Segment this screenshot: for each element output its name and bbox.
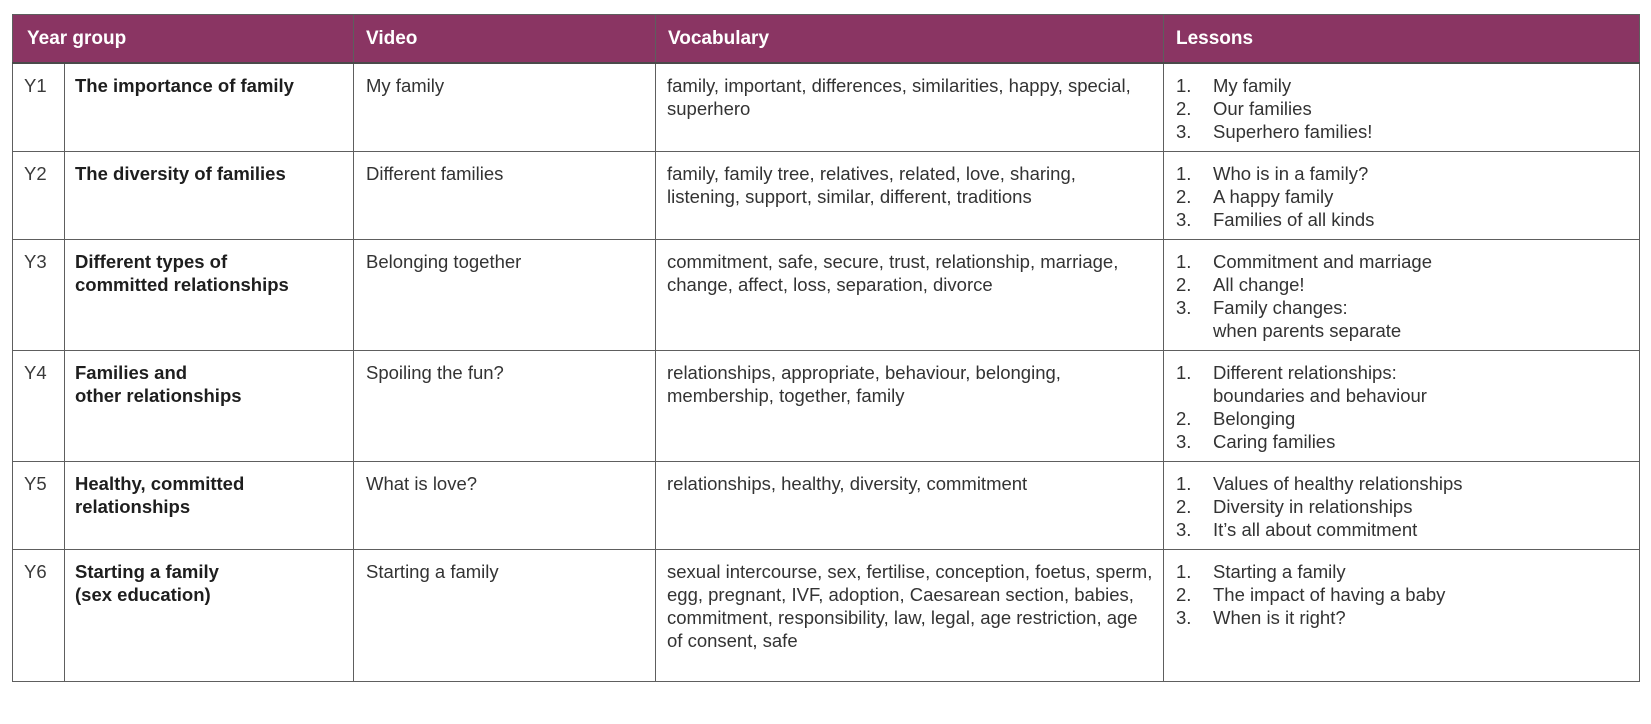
lesson-number: 1. — [1176, 362, 1192, 383]
video-cell: Starting a family — [354, 550, 656, 682]
lesson-number: 1. — [1176, 251, 1192, 272]
lesson-item — [1176, 250, 1629, 273]
table-row — [13, 351, 1640, 462]
lesson-number: 2. — [1176, 274, 1192, 295]
topic-line: Starting a family — [75, 561, 219, 582]
lesson-title — [1213, 250, 1629, 273]
table-body — [13, 63, 1640, 682]
lesson-number: 1. — [1176, 163, 1192, 184]
lesson-number: 2. — [1176, 584, 1192, 605]
lesson-item — [1176, 296, 1629, 342]
lesson-item — [1176, 430, 1629, 453]
vocabulary-cell: relationships, healthy, diversity, commitment — [656, 462, 1164, 550]
video-cell: Spoiling the fun? — [354, 351, 656, 462]
lesson-title — [1213, 560, 1629, 583]
lesson-title — [1213, 472, 1629, 495]
vocabulary-cell: relationships, appropriate, behaviour, belonging, membership, together, family — [656, 351, 1164, 462]
lesson-item — [1176, 273, 1629, 296]
lesson-number: 3. — [1176, 121, 1192, 142]
lesson-title-line: when parents separate — [1213, 320, 1402, 341]
header-year-group: Year group — [13, 15, 354, 64]
lesson-title — [1213, 518, 1629, 541]
lesson-number: 2. — [1176, 496, 1192, 517]
lesson-item — [1176, 97, 1629, 120]
lesson-title — [1213, 120, 1629, 143]
lesson-title — [1213, 296, 1629, 342]
curriculum-table-container — [12, 14, 1639, 682]
header-lessons: Lessons — [1164, 15, 1640, 64]
year-cell: Y5 — [13, 462, 65, 550]
lesson-item — [1176, 185, 1629, 208]
topic-cell — [65, 550, 354, 682]
lesson-item — [1176, 560, 1629, 583]
topic-cell — [65, 63, 354, 152]
table-header — [13, 15, 1640, 64]
lessons-cell — [1164, 351, 1640, 462]
lesson-list — [1176, 250, 1629, 342]
lesson-list — [1176, 472, 1629, 541]
lesson-title — [1213, 407, 1629, 430]
lesson-title-line: Diversity in relationships — [1213, 496, 1413, 517]
lesson-number: 3. — [1176, 431, 1192, 452]
lesson-title — [1213, 430, 1629, 453]
lesson-title — [1213, 74, 1629, 97]
lesson-title-line: Different relationships: — [1213, 362, 1397, 383]
lesson-title-line: The impact of having a baby — [1213, 584, 1446, 605]
video-cell: My family — [354, 63, 656, 152]
lesson-number: 2. — [1176, 186, 1192, 207]
lesson-title-line: All change! — [1213, 274, 1305, 295]
year-cell: Y1 — [13, 63, 65, 152]
lesson-title — [1213, 606, 1629, 629]
video-cell: Belonging together — [354, 240, 656, 351]
topic-cell — [65, 152, 354, 240]
lesson-number: 1. — [1176, 473, 1192, 494]
lesson-number: 2. — [1176, 408, 1192, 429]
lesson-title — [1213, 583, 1629, 606]
curriculum-table — [12, 14, 1640, 682]
topic-line: (sex education) — [75, 584, 211, 605]
table-row — [13, 550, 1640, 682]
year-cell: Y6 — [13, 550, 65, 682]
lesson-number: 3. — [1176, 297, 1192, 318]
year-cell: Y3 — [13, 240, 65, 351]
lesson-number: 2. — [1176, 98, 1192, 119]
lesson-title-line: Belonging — [1213, 408, 1296, 429]
lessons-cell — [1164, 240, 1640, 351]
lesson-item — [1176, 162, 1629, 185]
lesson-item — [1176, 606, 1629, 629]
topic-line: relationships — [75, 496, 191, 517]
lesson-item — [1176, 583, 1629, 606]
video-cell: What is love? — [354, 462, 656, 550]
lesson-title-line: boundaries and behaviour — [1213, 385, 1427, 406]
lessons-cell — [1164, 152, 1640, 240]
lesson-title-line: Caring families — [1213, 431, 1336, 452]
lesson-title — [1213, 208, 1629, 231]
year-cell: Y2 — [13, 152, 65, 240]
header-video: Video — [354, 15, 656, 64]
lesson-item — [1176, 495, 1629, 518]
lesson-number: 3. — [1176, 209, 1192, 230]
lesson-item — [1176, 361, 1629, 407]
lesson-title-line: Families of all kinds — [1213, 209, 1375, 230]
lessons-cell — [1164, 63, 1640, 152]
topic-line: Families and — [75, 362, 188, 383]
lesson-title-line: Our families — [1213, 98, 1312, 119]
table-row — [13, 63, 1640, 152]
video-cell: Different families — [354, 152, 656, 240]
lesson-item — [1176, 518, 1629, 541]
header-vocabulary: Vocabulary — [656, 15, 1164, 64]
lesson-title-line: Commitment and marriage — [1213, 251, 1432, 272]
lesson-title-line: A happy family — [1213, 186, 1334, 207]
topic-line: committed relationships — [75, 274, 289, 295]
topic-cell — [65, 351, 354, 462]
table-row — [13, 152, 1640, 240]
lesson-title — [1213, 495, 1629, 518]
lesson-title-line: Family changes: — [1213, 297, 1348, 318]
topic-line: The importance of family — [75, 75, 294, 96]
lesson-list — [1176, 162, 1629, 231]
lessons-cell — [1164, 462, 1640, 550]
lesson-title-line: Who is in a family? — [1213, 163, 1369, 184]
lesson-item — [1176, 208, 1629, 231]
lesson-number: 1. — [1176, 75, 1192, 96]
topic-line: Different types of — [75, 251, 228, 272]
topic-line: Healthy, committed — [75, 473, 245, 494]
lesson-title — [1213, 273, 1629, 296]
lesson-title-line: Superhero families! — [1213, 121, 1373, 142]
lesson-item — [1176, 472, 1629, 495]
vocabulary-cell: family, family tree, relatives, related, love, sharing, listening, support, similar, different, traditions — [656, 152, 1164, 240]
lesson-item — [1176, 120, 1629, 143]
lesson-item — [1176, 74, 1629, 97]
vocabulary-cell: sexual intercourse, sex, fertilise, conception, foetus, sperm, egg, pregnant, IVF, adoption, Caesarean section, babies, commitment, responsibility, law, legal, age restriction, age of consent, safe — [656, 550, 1164, 682]
table-row — [13, 240, 1640, 351]
year-cell: Y4 — [13, 351, 65, 462]
lesson-title — [1213, 185, 1629, 208]
topic-cell — [65, 462, 354, 550]
lesson-number: 1. — [1176, 561, 1192, 582]
lessons-cell — [1164, 550, 1640, 682]
lesson-number: 3. — [1176, 519, 1192, 540]
lesson-title-line: My family — [1213, 75, 1292, 96]
lesson-title — [1213, 162, 1629, 185]
header-row — [13, 15, 1640, 64]
lesson-list — [1176, 560, 1629, 629]
lesson-list — [1176, 361, 1629, 453]
vocabulary-cell: family, important, differences, similarities, happy, special, superhero — [656, 63, 1164, 152]
topic-cell — [65, 240, 354, 351]
lesson-number: 3. — [1176, 607, 1192, 628]
lesson-item — [1176, 407, 1629, 430]
vocabulary-cell: commitment, safe, secure, trust, relationship, marriage, change, affect, loss, separation, divorce — [656, 240, 1164, 351]
table-row — [13, 462, 1640, 550]
lesson-title — [1213, 97, 1629, 120]
lesson-title-line: When is it right? — [1213, 607, 1346, 628]
lesson-title — [1213, 361, 1629, 407]
topic-line: The diversity of families — [75, 163, 286, 184]
topic-line: other relationships — [75, 385, 242, 406]
lesson-title-line: Starting a family — [1213, 561, 1346, 582]
lesson-list — [1176, 74, 1629, 143]
lesson-title-line: Values of healthy relationships — [1213, 473, 1463, 494]
lesson-title-line: It’s all about commitment — [1213, 519, 1418, 540]
